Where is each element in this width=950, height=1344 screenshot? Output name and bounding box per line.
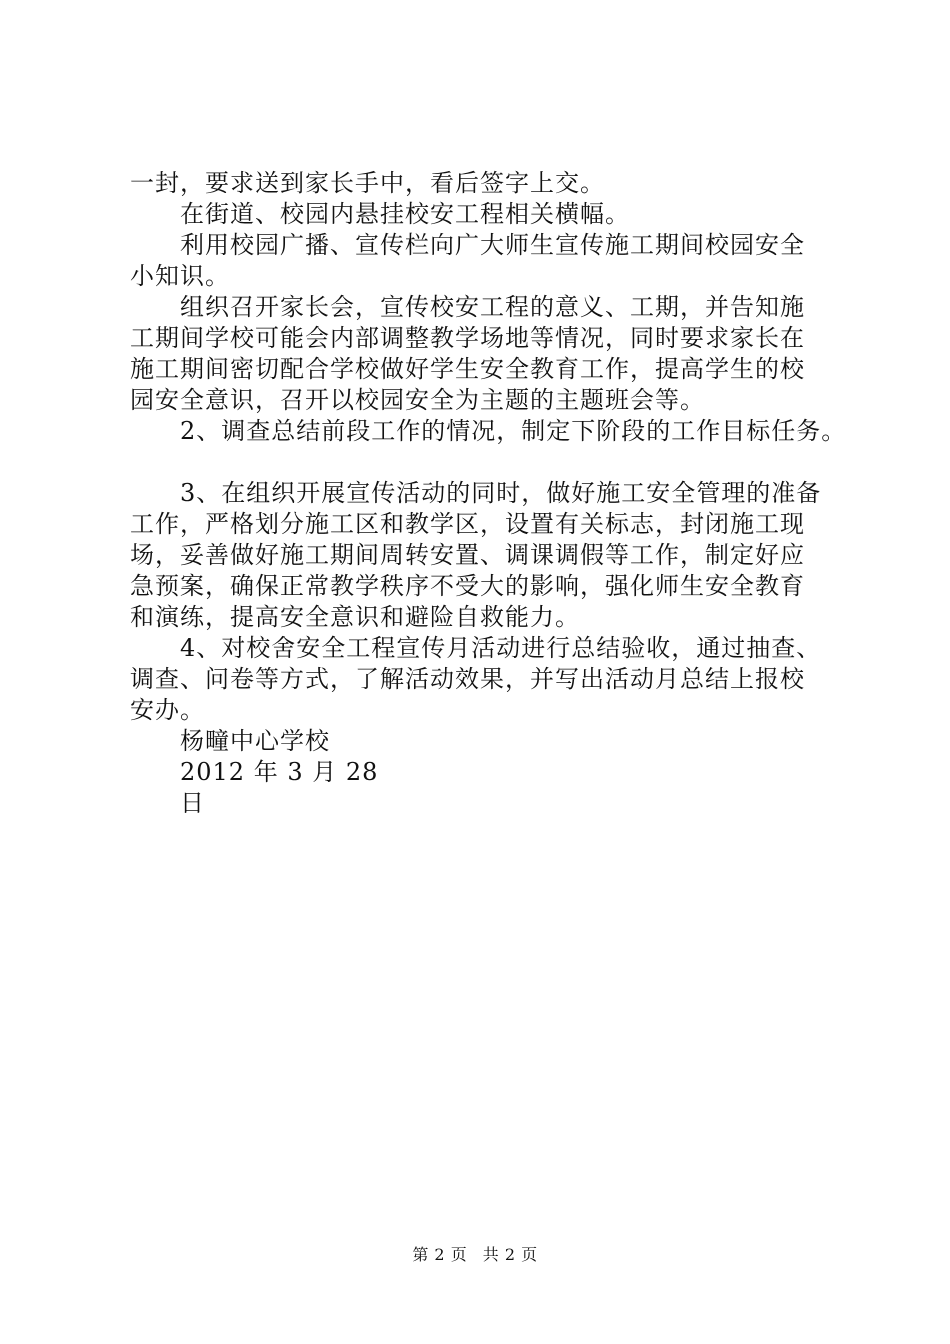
paragraph-gap xyxy=(130,447,850,478)
text-line: 4、对校舍安全工程宣传月活动进行总结验收，通过抽查、 xyxy=(180,634,822,662)
text-line: 在街道、校园内悬挂校安工程相关横幅。 xyxy=(180,200,630,228)
text-line: 组织召开家长会，宣传校安工程的意义、工期，并告知施 xyxy=(180,293,805,321)
text-line: 小知识。 xyxy=(130,262,230,290)
text-line: 2、调查总结前段工作的情况，制定下阶段的工作目标任务。 xyxy=(180,417,847,445)
document-body xyxy=(130,168,850,819)
text-line: 3、在组织开展宣传活动的同时，做好施工安全管理的准备 xyxy=(180,479,822,507)
text-line: 场，妥善做好施工期间周转安置、调课调假等工作，制定好应 xyxy=(130,541,805,569)
paragraph-block xyxy=(130,478,850,819)
text-line: 安办。 xyxy=(130,696,205,724)
text-line: 工期间学校可能会内部调整教学场地等情况，同时要求家长在 xyxy=(130,324,805,352)
text-line: 工作，严格划分施工区和教学区，设置有关标志，封闭施工现 xyxy=(130,510,805,538)
text-line: 2012 年 3 月 28 xyxy=(180,758,379,786)
paragraph-block xyxy=(130,168,850,447)
text-line: 利用校园广播、宣传栏向广大师生宣传施工期间校园安全 xyxy=(180,231,805,259)
text-line: 日 xyxy=(180,789,205,817)
text-line: 施工期间密切配合学校做好学生安全教育工作，提高学生的校 xyxy=(130,355,805,383)
text-line: 急预案，确保正常教学秩序不受大的影响，强化师生安全教育 xyxy=(130,572,805,600)
text-line: 调查、问卷等方式，了解活动效果，并写出活动月总结上报校 xyxy=(130,665,805,693)
page-total: 共 2 页 xyxy=(482,1245,538,1264)
text-line: 和演练，提高安全意识和避险自救能力。 xyxy=(130,603,580,631)
text-line: 杨疃中心学校 xyxy=(180,727,330,755)
text-line: 一封，要求送到家长手中，看后签字上交。 xyxy=(130,169,605,197)
page-footer xyxy=(0,1242,950,1265)
text-line: 园安全意识，召开以校园安全为主题的主题班会等。 xyxy=(130,386,705,414)
page-number: 第 2 页 xyxy=(412,1245,468,1264)
